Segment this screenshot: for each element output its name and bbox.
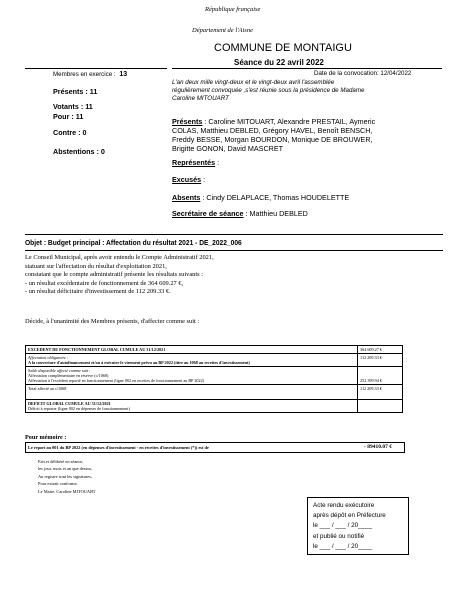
present-members [172,117,375,153]
para-line: - un résultat déficitaire d'investissement de 112 209.33 €. [25,288,171,296]
represented-row [172,158,219,167]
members-label: Membres en exercice : [53,71,116,78]
affectation-table [25,345,403,413]
present-line: COLAS, Matthieu DEBLED, Grégory HAVEL, Benoît BENSCH, [172,126,373,135]
signature-line: Le Maire, Caroline MITOUART [38,488,96,494]
absent-row [172,193,349,202]
present-line: Freddy BESSE, Morgan BOURDON, Monique DE BROUWER, [172,135,373,144]
signature-block [38,458,95,495]
stamp-line: Acte rendu exécutoire [313,502,375,509]
excused-row [172,175,205,184]
abstentions-count: Abstentions : 0 [53,147,105,156]
table-row [26,367,403,385]
members-value: 13 [119,71,128,78]
table-row [26,346,403,354]
decision-text: Décide, à l'unanimité des Membres présents, d'affecter comme suit : [25,318,200,325]
table-text: Affectation obligatoire : [28,355,69,360]
meeting-intro [172,79,364,103]
table-cell [26,367,358,385]
para-line: statuant sur l'affectation du résultat d'exploitation 2021, [25,262,167,270]
republic-label: République française [205,6,261,13]
stats-divider [25,68,167,69]
table-text: Déficit à reporter (ligne 002 en dépenses de fonctionnement) [28,406,130,411]
members-count [53,71,127,78]
absent-value: : Cindy DELAPLACE, Thomas HOUDELETTE [200,193,350,202]
session-date: Séance du 22 avril 2022 [234,58,324,67]
table-text: Affectation complémentaire en réserve (c/1068) [28,373,109,378]
present-line: Brigitte GONON, David MASCRET [172,144,284,153]
stamp-line: le ___ / ___ / 20____ [313,522,373,530]
table-amount: 364 609.27 € [358,346,403,354]
table-cell: Total affecté au c/1068 [26,385,358,400]
for-count: Pour : 11 [53,112,84,121]
secretary-row [172,209,308,218]
signature-line: Au registre sont les signatures, [38,473,93,479]
table-amount: 252 399.94 € [358,367,403,385]
reminder-line: Le report au 001 du BP 2022 (en dépenses d'investissement - en recettes d'investissement (*)) est de [28,445,209,450]
reminder-box [25,442,405,453]
secretary-value: : Matthieu DEBLED [243,209,308,218]
table-row [26,400,403,413]
table-amount [358,400,403,413]
against-count: Contre : 0 [53,128,87,137]
body-paragraph [25,254,214,297]
stamp-line: et publié ou notifié [313,532,365,540]
object-top-rule [25,234,443,235]
table-text: DEFICIT GLOBAL CUMULE AU 31/12/2021 [28,401,111,406]
stamp-text [308,498,408,552]
table-row [26,354,403,367]
table-cell [26,400,358,413]
convocation-date: Date de la convocation: 12/04/2022 [314,70,412,77]
table-row [26,385,403,400]
table-text: Solde disponible affecté comme suit : [28,368,91,373]
absent-label: Absents [172,193,201,202]
stamp-line: après dépôt en Préfecture [313,512,386,520]
para-line: - un résultat excédentaire de fonctionnement de 364 609.27 €, [25,279,184,287]
reminder-title: Pour mémoire : [25,434,67,441]
intro-line: régulièrement convoquée ,s'est réunie sous la présidence de Madame [172,87,365,94]
reminder-amount: - 89410.07 € [364,444,392,450]
signature-line: Fait et délibéré en séance, [38,459,84,464]
para-line: Le Conseil Municipal, après avoir entendu le Compte Administratif 2021, [25,254,214,261]
secretary-label: Secrétaire de séance [172,209,244,218]
table-text: Affectation à l'excédent reporté en fonctionnement (ligne 002 en recettes de fonctionnement au BP 2022) [28,378,205,383]
commune-title: COMMUNE DE MONTAIGU [214,42,352,54]
table-text: A la couverture d'autofinancement et/ou à exécuter le virement prévu au BP 2022 (titre au 1068 au recettes d'investissement) [28,360,250,365]
table-amount: 112 209.33 € [358,354,403,367]
table-cell [26,354,358,367]
signature-line: les jour, mois et an que dessus, [38,466,93,472]
excused-value: : [201,175,206,184]
table-cell: EXCEDENT DE FONCTIONNEMENT GLOBAL CUMULE AU 31/12/2021 [26,346,358,354]
object-bottom-rule [25,250,443,251]
prefecture-stamp-box [307,497,409,555]
stamp-line: le ___ / ___ / 20____ [313,542,373,550]
department-label: Département de l'Aisne [192,27,253,34]
meeting-divider [172,68,442,69]
present-count: Présents : 11 [53,87,98,96]
para-line: constatant que le compte administratif présente les résultats suivants : [25,271,204,279]
represented-label: Représentés [172,158,216,167]
present-label: Présents [172,117,203,126]
voters-count: Votants : 11 [53,102,93,111]
excused-label: Excusés [172,175,202,184]
intro-line: Caroline MITOUART [172,95,229,102]
intro-line: L'an deux mille vingt-deux et le vingt-deux avril l'assemblée [172,79,335,86]
table-amount: 112 209.33 € [358,385,403,400]
object-title: Objet : Budget principal : Affectation du résultat 2021 - DE_2022_006 [25,238,242,247]
present-line: : Caroline MITOUART, Alexandre PRESTAIL, Aymeric [202,117,376,126]
signature-line: Pour extrait conforme, [38,481,78,487]
represented-value: : [215,158,220,167]
